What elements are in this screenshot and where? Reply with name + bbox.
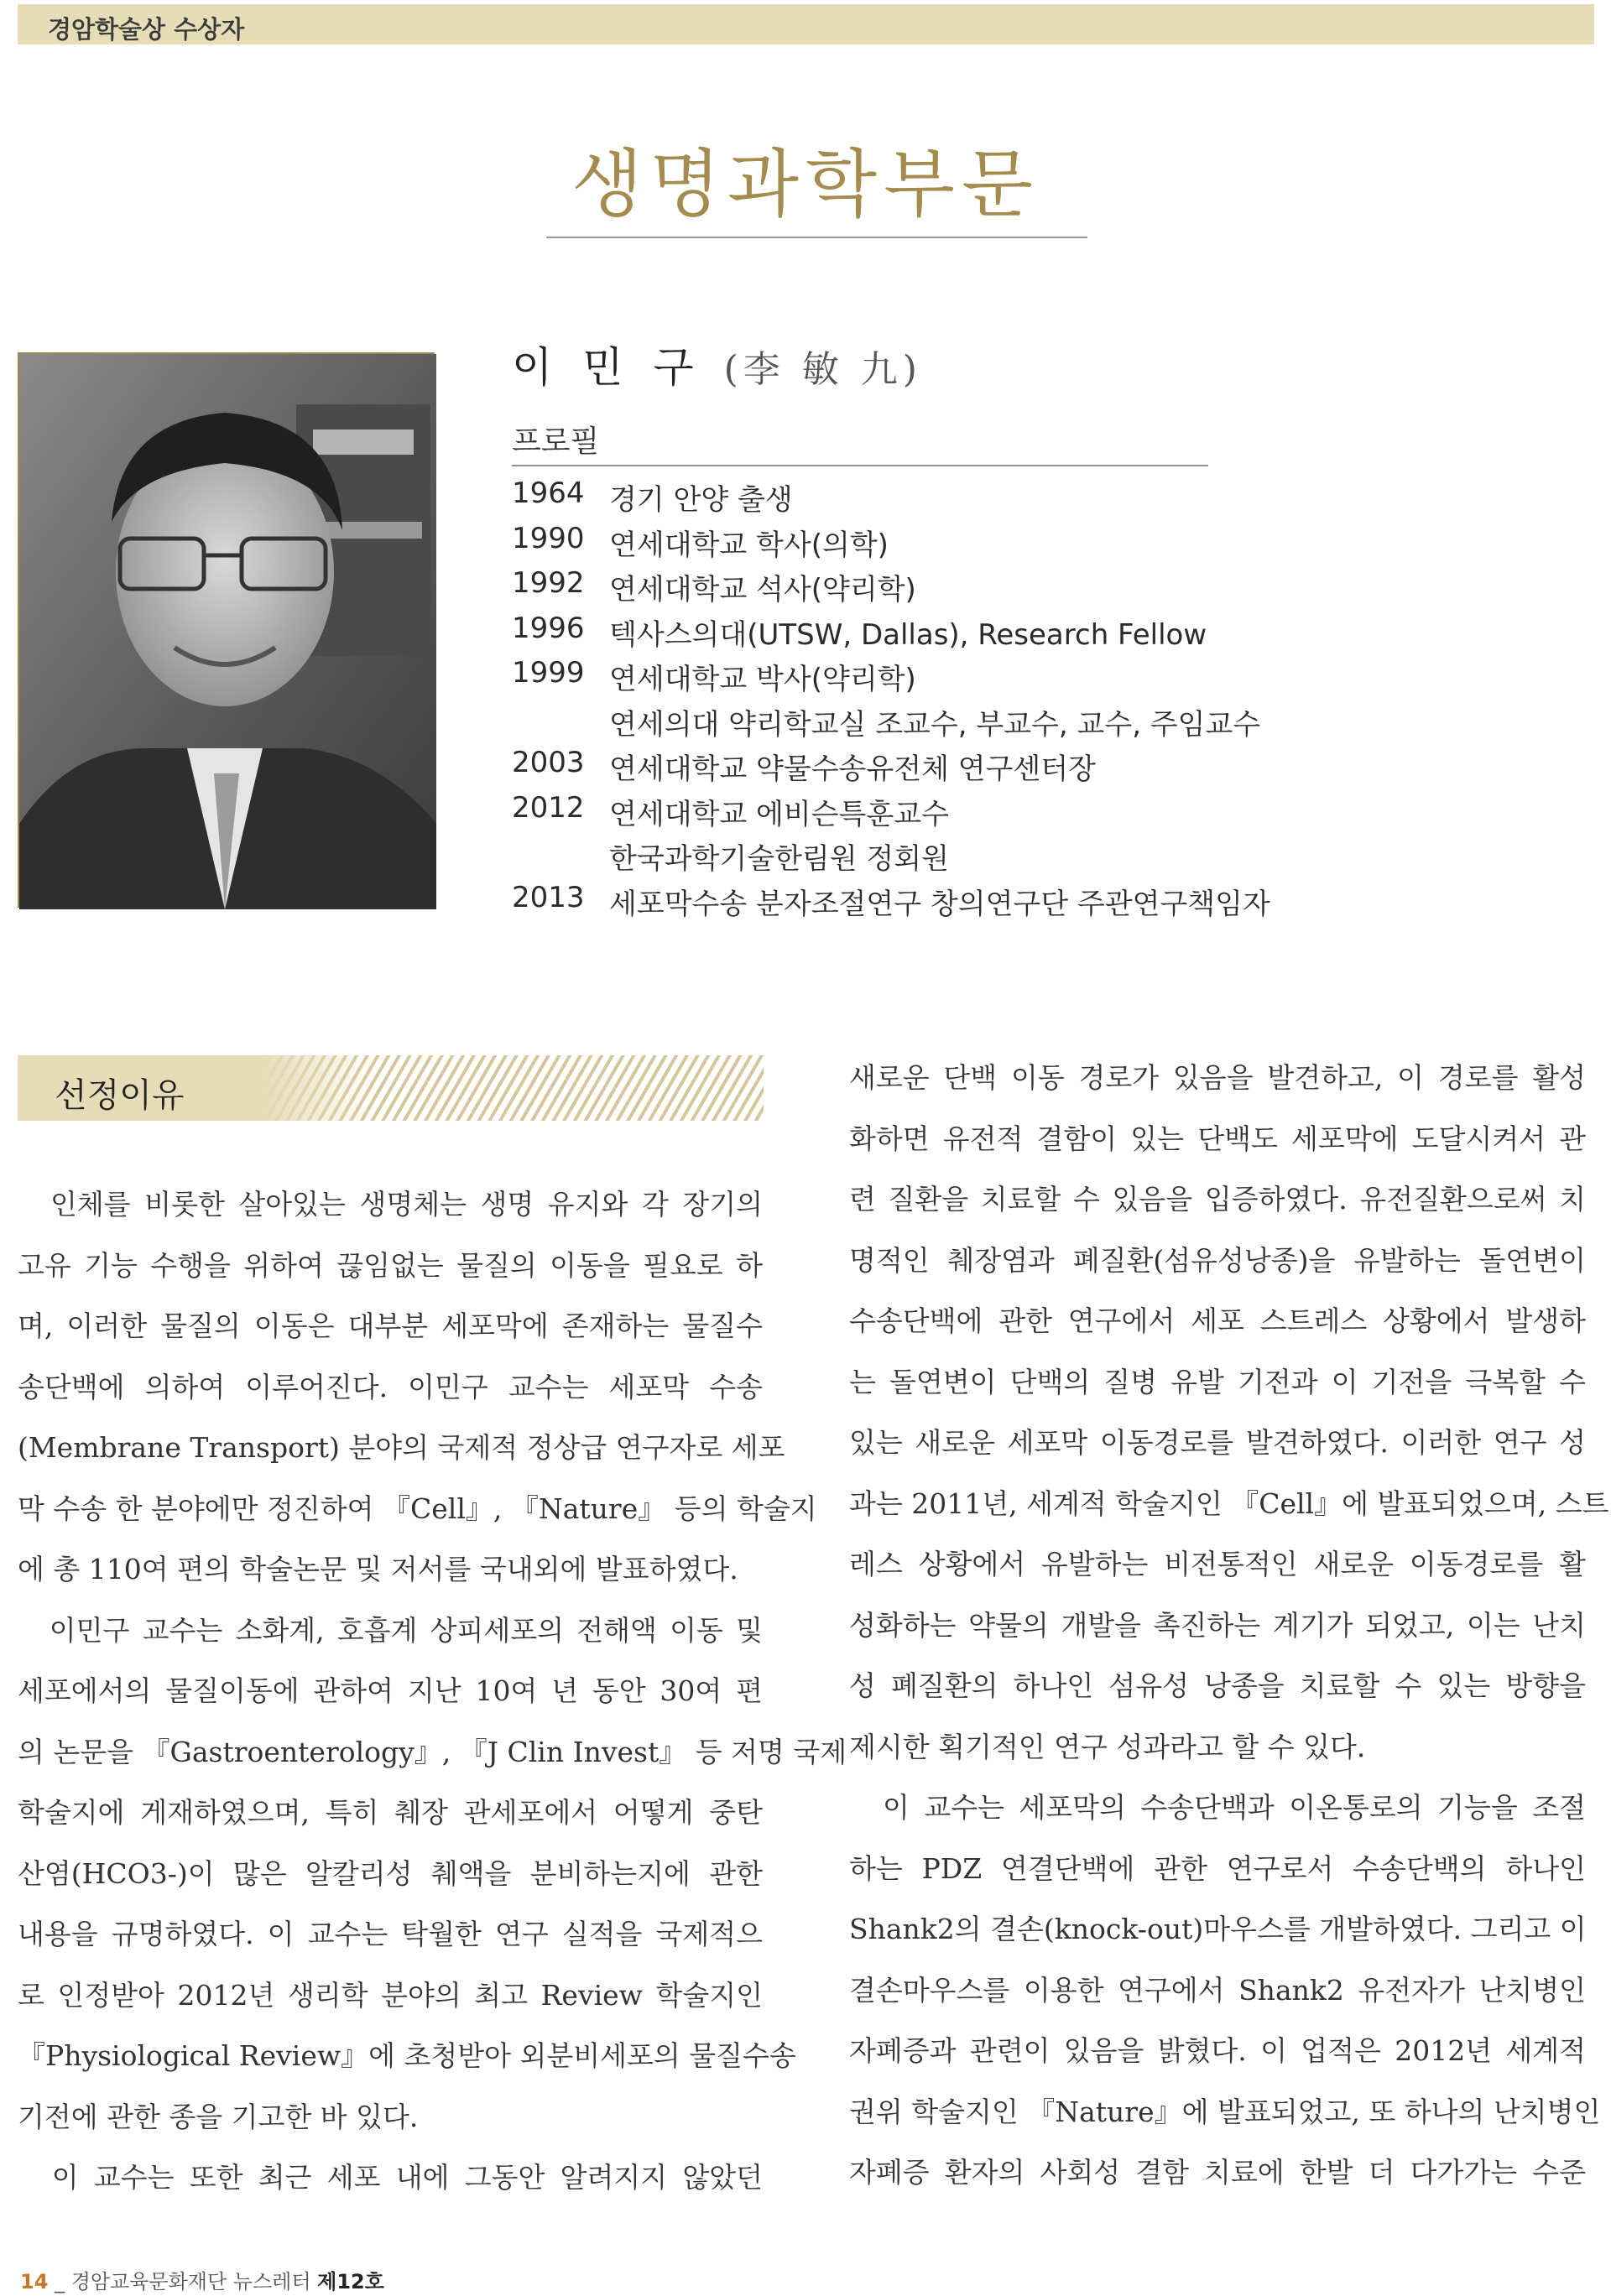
body-line: 하는 PDZ 연결단백에 관한 연구로서 수송단백의 하나인 — [849, 1851, 1586, 1885]
career-text: 연세대학교 학사(의학) — [609, 528, 889, 562]
body-line: 고유 기능 수행을 위하여 끊임없는 물질의 이동을 필요로 하 — [18, 1248, 763, 1282]
body-line: (Membrane Transport) 분야의 국제적 정상급 연구자로 세포 — [18, 1431, 785, 1464]
body-line: 내용을 규명하였다. 이 교수는 탁월한 연구 실적을 국제적으 — [18, 1918, 763, 1950]
body-line: 에 총 110여 편의 학술논문 및 저서를 국내외에 발표하였다. — [18, 1553, 738, 1585]
career-text: 연세의대 약리학교실 조교수, 부교수, 교수, 주임교수 — [609, 707, 1261, 742]
body-line: 과는 2011년, 세계적 학술지인 『Cell』에 발표되었으며, 스트 — [849, 1486, 1609, 1520]
awardee-name-hanja: (李 敏 九) — [723, 348, 922, 391]
career-text: 텍사스의대(UTSW, Dallas), Research Fellow — [609, 617, 1207, 652]
career-year: 1992 — [512, 566, 585, 600]
body-line: 이 교수는 세포막의 수송단백과 이온통로의 기능을 조절 — [849, 1791, 1586, 1824]
body-line: 결손마우스를 이용한 연구에서 Shank2 유전자가 난치병인 — [849, 1973, 1586, 2007]
career-text: 연세대학교 석사(약리학) — [609, 573, 916, 607]
selection-heading: 선정이유 — [55, 1076, 185, 1115]
body-line: 제시한 획기적인 연구 성과라고 할 수 있다. — [849, 1730, 1366, 1763]
page-number: 14 — [20, 2270, 49, 2293]
body-line: 새로운 단백 이동 경로가 있음을 발견하고, 이 경로를 활성 — [849, 1061, 1586, 1094]
awardee-photo — [18, 352, 435, 908]
body-line: 세포에서의 물질이동에 관하여 지난 10여 년 동안 30여 편 — [18, 1674, 763, 1707]
career-text: 연세대학교 박사(약리학) — [609, 663, 916, 696]
selection-heading-bar — [18, 1055, 764, 1121]
career-text: 한국과학기술한림원 정회원 — [609, 842, 949, 876]
portrait-image — [19, 354, 436, 909]
body-line: 수송단백에 관한 연구에서 세포 스트레스 상황에서 발생하 — [849, 1304, 1586, 1337]
body-line: 레스 상황에서 유발하는 비전통적인 새로운 이동경로를 활 — [849, 1548, 1586, 1580]
body-line: 명적인 췌장염과 폐질환(섬유성낭종)을 유발하는 돌연변이 — [849, 1243, 1586, 1277]
body-line: 련 질환을 치료할 수 있음을 입증하였다. 유전질환으로써 치 — [849, 1183, 1586, 1216]
career-year: 1996 — [512, 611, 585, 645]
footer-separator: _ — [55, 2270, 65, 2293]
body-line: 막 수송 한 분야에만 정진하여 『Cell』, 『Nature』 등의 학술지 — [18, 1492, 817, 1525]
page-footer — [20, 2265, 384, 2294]
body-line: 화하면 유전적 결함이 있는 단백도 세포막에 도달시켜서 관 — [849, 1122, 1586, 1155]
section-header-label: 경암학술상 수상자 — [48, 15, 245, 44]
body-column-right — [849, 1048, 1609, 2204]
awardee-name — [512, 334, 922, 394]
body-line: 이민구 교수는 소화계, 호흡계 상피세포의 전해액 이동 및 — [18, 1613, 763, 1647]
body-line: 송단백에 의하여 이루어진다. 이민구 교수는 세포막 수송 — [18, 1370, 763, 1403]
career-text: 연세대학교 에비슨특훈교수 — [609, 797, 949, 831]
body-line: 있는 새로운 세포막 이동경로를 발견하였다. 이러한 연구 성 — [849, 1426, 1586, 1459]
profile-heading: 프로필 — [512, 424, 600, 459]
section-header-bar — [18, 4, 1594, 44]
career-year: 1990 — [512, 521, 585, 555]
body-line: 인체를 비롯한 살아있는 생명체는 생명 유지와 각 장기의 — [18, 1188, 763, 1221]
publication-name: 경암교육문화재단 뉴스레터 — [70, 2270, 311, 2293]
body-line: 권위 학술지인 『Nature』에 발표되었고, 또 하나의 난치병인 — [849, 2095, 1601, 2128]
career-text: 연세대학교 약물수송유전체 연구센터장 — [609, 752, 1096, 786]
career-text: 세포막수송 분자조절연구 창의연구단 주관연구책임자 — [609, 887, 1270, 921]
body-line: 성 폐질환의 하나인 섬유성 낭종을 치료할 수 있는 방향을 — [849, 1669, 1586, 1702]
body-line: 자폐증과 관련이 있음을 밝혔다. 이 업적은 2012년 세계적 — [849, 2034, 1586, 2067]
body-line: 이 교수는 또한 최근 세포 내에 그동안 알려지지 않았던 — [18, 2161, 763, 2194]
body-line: 성화하는 약물의 개발을 촉진하는 계기가 되었고, 이는 난치 — [849, 1608, 1586, 1642]
page-title: 생명과학부문 — [571, 141, 1040, 227]
body-line: 의 논문을 『Gastroenterology』, 『J Clin Invest』 등 저명 국제 — [18, 1735, 847, 1768]
career-year: 2013 — [512, 880, 585, 914]
body-line: 는 돌연변이 단백의 질병 유발 기전과 이 기전을 극복할 수 — [849, 1365, 1586, 1398]
body-line: 『Physiological Review』에 초청받아 외분비세포의 물질수송 — [18, 2039, 796, 2072]
title-divider — [546, 237, 1087, 238]
career-year: 2003 — [512, 746, 585, 779]
awardee-name-korean: 이 민 구 — [512, 343, 702, 392]
body-line: 산염(HCO3-)이 많은 알칼리성 췌액을 분비하는지에 관한 — [18, 1856, 763, 1890]
body-line: 학술지에 게재하였으며, 특히 췌장 관세포에서 어떻게 중탄 — [18, 1796, 763, 1829]
body-line: Shank2의 결손(knock-out)마우스를 개발하였다. 그리고 이 — [849, 1913, 1587, 1945]
body-line: 며, 이러한 물질의 이동은 대부분 세포막에 존재하는 물질수 — [18, 1309, 763, 1342]
body-line: 기전에 관한 종을 기고한 바 있다. — [18, 2100, 419, 2133]
issue-number: 제12호 — [317, 2270, 384, 2293]
career-year: 1964 — [512, 476, 585, 510]
body-column-left — [18, 1174, 847, 2209]
profile-divider — [512, 465, 1208, 466]
career-text: 경기 안양 출생 — [609, 483, 793, 517]
body-line: 자폐증 환자의 사회성 결함 치료에 한발 더 다가가는 수준 — [849, 2156, 1586, 2189]
career-year: 2012 — [512, 790, 585, 825]
career-year: 1999 — [512, 656, 585, 690]
body-line: 로 인정받아 2012년 생리학 분야의 최고 Review 학술지인 — [18, 1978, 763, 2012]
